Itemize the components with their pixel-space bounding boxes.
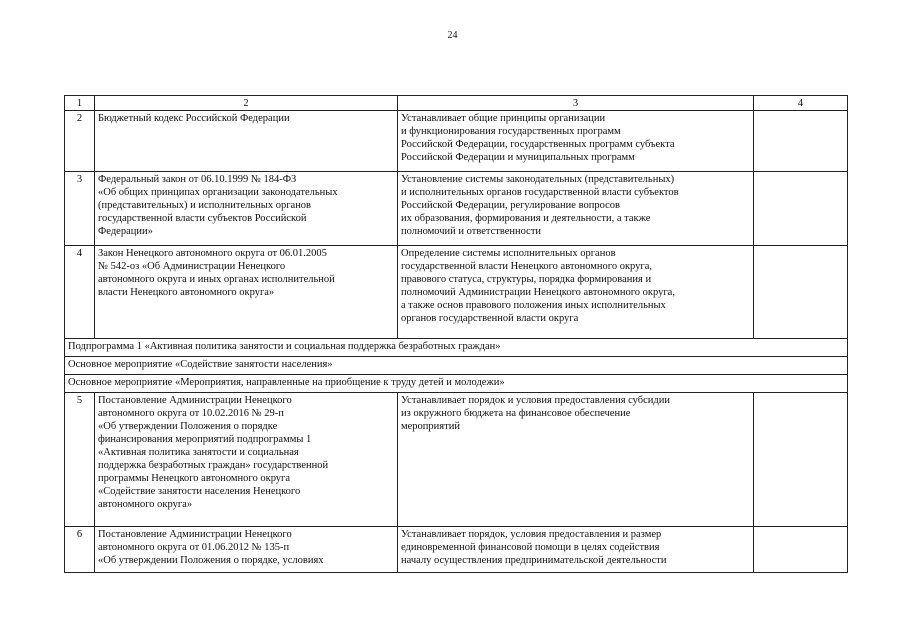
- legal-acts-table: [64, 95, 848, 573]
- document-title: Постановление Администрации Ненецкого автономного округа от 01.06.2012 № 135-п «Об утверждении Положения о порядке, условиях: [95, 527, 398, 573]
- document-description: Устанавливает порядок и условия предоставления субсидии из окружного бюджета на финансовое обеспечение мероприятий: [398, 393, 754, 527]
- measure-heading: Основное мероприятие «Содействие занятости населения»: [65, 357, 848, 375]
- header-col-2: 2: [95, 96, 398, 111]
- table-row: [65, 393, 848, 527]
- table-row: [65, 527, 848, 573]
- header-col-4: 4: [754, 96, 848, 111]
- table-row: [65, 246, 848, 339]
- row-number: 3: [65, 172, 95, 246]
- empty-cell: [754, 527, 848, 573]
- document-title: Постановление Администрации Ненецкого автономного округа от 10.02.2016 № 29-п «Об утверждении Положения о порядке финансирования мероприятий подпрограммы 1 «Активная политика занятости и социальная поддержка безработных граждан» государственной программы Ненецкого автономного округа «Содействие занятости населения Ненецкого автономного округа»: [95, 393, 398, 527]
- table-row: [65, 172, 848, 246]
- empty-cell: [754, 172, 848, 246]
- section-row: [65, 339, 848, 357]
- document-description: Определение системы исполнительных органов государственной власти Ненецкого автономного округа, правового статуса, структуры, порядка формирования и полномочий Администрации Ненецкого автономного округа, а также основ правового положения иных исполнительных органов государственной власти округа: [398, 246, 754, 339]
- table-header-row: [65, 96, 848, 111]
- document-description: Устанавливает общие принципы организации и функционирования государственных программ Российской Федерации, государственных программ субъекта Российской Федерации и муниципальных программ: [398, 111, 754, 172]
- document-title: Закон Ненецкого автономного округа от 06.01.2005 № 542-оз «Об Администрации Ненецкого автономного округа и иных органах исполнительной власти Ненецкого автономного округа»: [95, 246, 398, 339]
- empty-cell: [754, 246, 848, 339]
- section-row: [65, 357, 848, 375]
- empty-cell: [754, 111, 848, 172]
- header-col-1: 1: [65, 96, 95, 111]
- document-description: Устанавливает порядок, условия предоставления и размер единовременной финансовой помощи в целях содействия началу осуществления предпринимательской деятельности: [398, 527, 754, 573]
- row-number: 5: [65, 393, 95, 527]
- table-row: [65, 111, 848, 172]
- document-title: Федеральный закон от 06.10.1999 № 184-ФЗ «Об общих принципах организации законодательных (представительных) и исполнительных органов государственной власти субъектов Российской Федерации»: [95, 172, 398, 246]
- empty-cell: [754, 393, 848, 527]
- section-row: [65, 375, 848, 393]
- row-number: 4: [65, 246, 95, 339]
- measure-heading: Основное мероприятие «Мероприятия, направленные на приобщение к труду детей и молодежи»: [65, 375, 848, 393]
- document-description: Установление системы законодательных (представительных) и исполнительных органов государственной власти субъектов Российской Федерации, регулирование вопросов их образования, формирования и деятельности, а также полномочий и ответственности: [398, 172, 754, 246]
- page-number: 24: [447, 30, 458, 41]
- header-col-3: 3: [398, 96, 754, 111]
- document-title: Бюджетный кодекс Российской Федерации: [95, 111, 398, 172]
- row-number: 2: [65, 111, 95, 172]
- subprogram-heading: Подпрограмма 1 «Активная политика занятости и социальная поддержка безработных граждан»: [65, 339, 848, 357]
- row-number: 6: [65, 527, 95, 573]
